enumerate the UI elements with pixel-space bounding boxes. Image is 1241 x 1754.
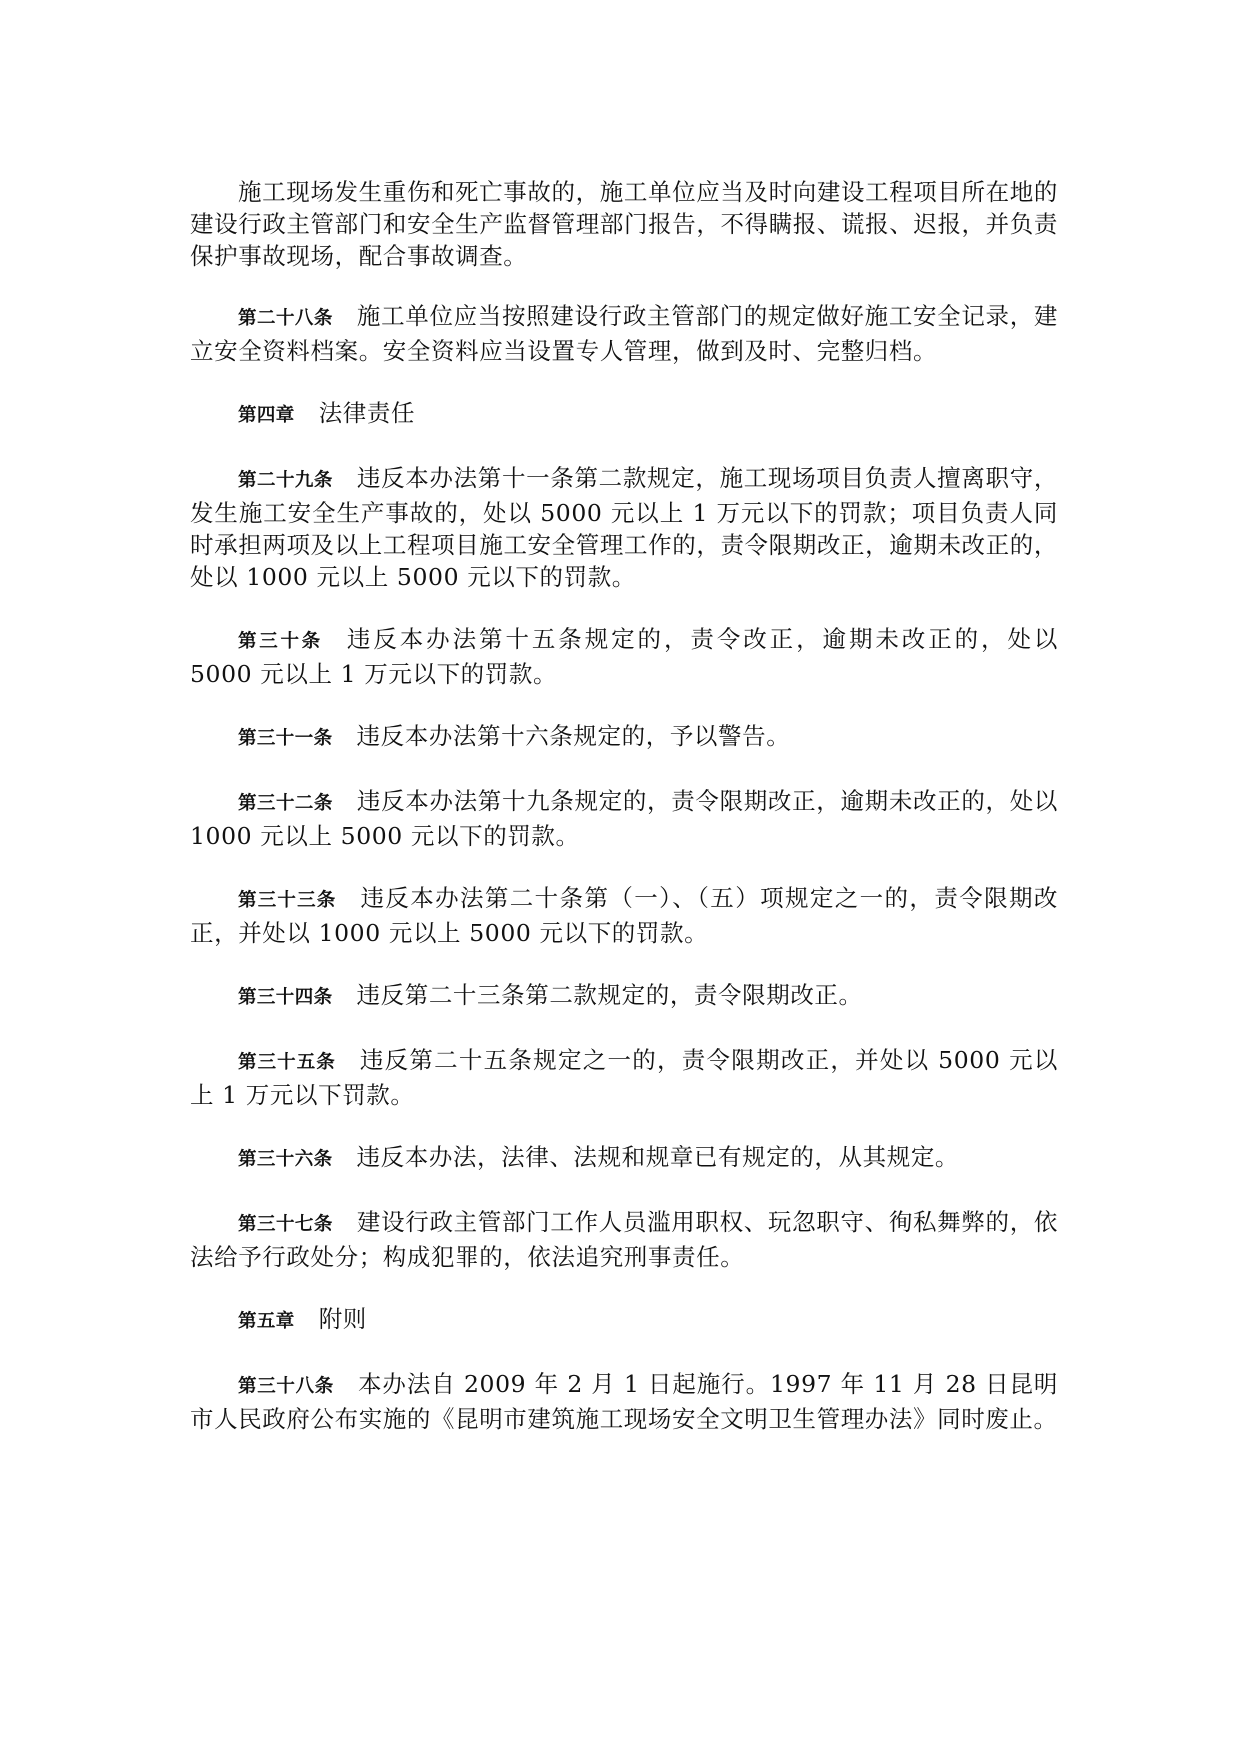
chapter-label: 第五章 [238, 1311, 295, 1332]
article-text: 违反本办法第十六条规定的，予以警告。 [356, 722, 791, 750]
article-label: 第三十五条 [238, 1052, 336, 1073]
article-text: 施工单位应当按照建设行政主管部门的规定做好施工安全记录，建立安全资料档案。安全资料应当设置专人管理，做到及时、完整归档。 [190, 302, 1058, 365]
article-label: 第三十二条 [238, 793, 333, 814]
article-30 [190, 623, 1058, 690]
article-text: 本办法自 2009 年 2 月 1 日起施行。1997 年 11 月 28 日昆明市人民政府公布实施的《昆明市建筑施工现场安全文明卫生管理办法》同时废止。 [190, 1370, 1058, 1433]
paragraph-accident-report [190, 176, 1058, 272]
article-33 [190, 882, 1058, 949]
article-text: 违反本办法第十九条规定的，责令限期改正，逾期未改正的，处以 1000 元以上 5000 元以下的罚款。 [190, 787, 1058, 850]
article-text: 违反本办法第十一条第二款规定，施工现场项目负责人擅离职守，发生施工安全生产事故的，处以 5000 元以上 1 万元以下的罚款；项目负责人同时承担两项及以上工程项目施工安全管理工作的，责令限期改正，逾期未改正的，处以 1000 元以上 5000 元以下的罚款。 [190, 464, 1058, 591]
article-28 [190, 300, 1058, 367]
article-32 [190, 785, 1058, 852]
chapter-5-heading [190, 1303, 1058, 1338]
article-text: 违反第二十五条规定之一的，责令限期改正，并处以 5000 元以上 1 万元以下罚款。 [190, 1046, 1058, 1109]
article-text: 违反本办法，法律、法规和规章已有规定的，从其规定。 [356, 1143, 960, 1171]
article-label: 第三十条 [238, 631, 323, 652]
article-text: 建设行政主管部门工作人员滥用职权、玩忽职守、徇私舞弊的，依法给予行政处分；构成犯罪的，依法追究刑事责任。 [190, 1208, 1058, 1271]
article-label: 第二十八条 [238, 308, 333, 329]
article-label: 第三十七条 [238, 1214, 333, 1235]
article-29 [190, 462, 1058, 593]
article-text: 违反本办法第二十条第（一）、（五）项规定之一的，责令限期改正，并处以 1000 元以上 5000 元以下的罚款。 [190, 884, 1058, 947]
article-31 [190, 720, 1058, 755]
article-text: 违反第二十三条第二款规定的，责令限期改正。 [356, 981, 863, 1009]
article-37 [190, 1206, 1058, 1273]
article-36 [190, 1141, 1058, 1176]
article-label: 第三十四条 [238, 987, 333, 1008]
article-text: 违反本办法第十五条规定的，责令改正，逾期未改正的，处以 5000 元以上 1 万元以下的罚款。 [190, 625, 1059, 688]
article-label: 第二十九条 [238, 470, 333, 491]
document-body [190, 176, 1058, 1465]
paragraph-text: 施工现场发生重伤和死亡事故的，施工单位应当及时向建设工程项目所在地的建设行政主管部门和安全生产监督管理部门报告，不得瞒报、谎报、迟报，并负责保护事故现场，配合事故调查。 [190, 178, 1058, 270]
article-38 [190, 1368, 1058, 1435]
chapter-4-heading [190, 397, 1058, 432]
article-35 [190, 1044, 1058, 1111]
chapter-label: 第四章 [238, 405, 295, 426]
article-34 [190, 979, 1058, 1014]
article-label: 第三十一条 [238, 728, 333, 749]
article-label: 第三十八条 [238, 1376, 335, 1397]
chapter-title: 法律责任 [318, 399, 416, 427]
chapter-title: 附则 [318, 1305, 367, 1333]
article-label: 第三十六条 [238, 1149, 333, 1170]
article-label: 第三十三条 [238, 890, 337, 911]
